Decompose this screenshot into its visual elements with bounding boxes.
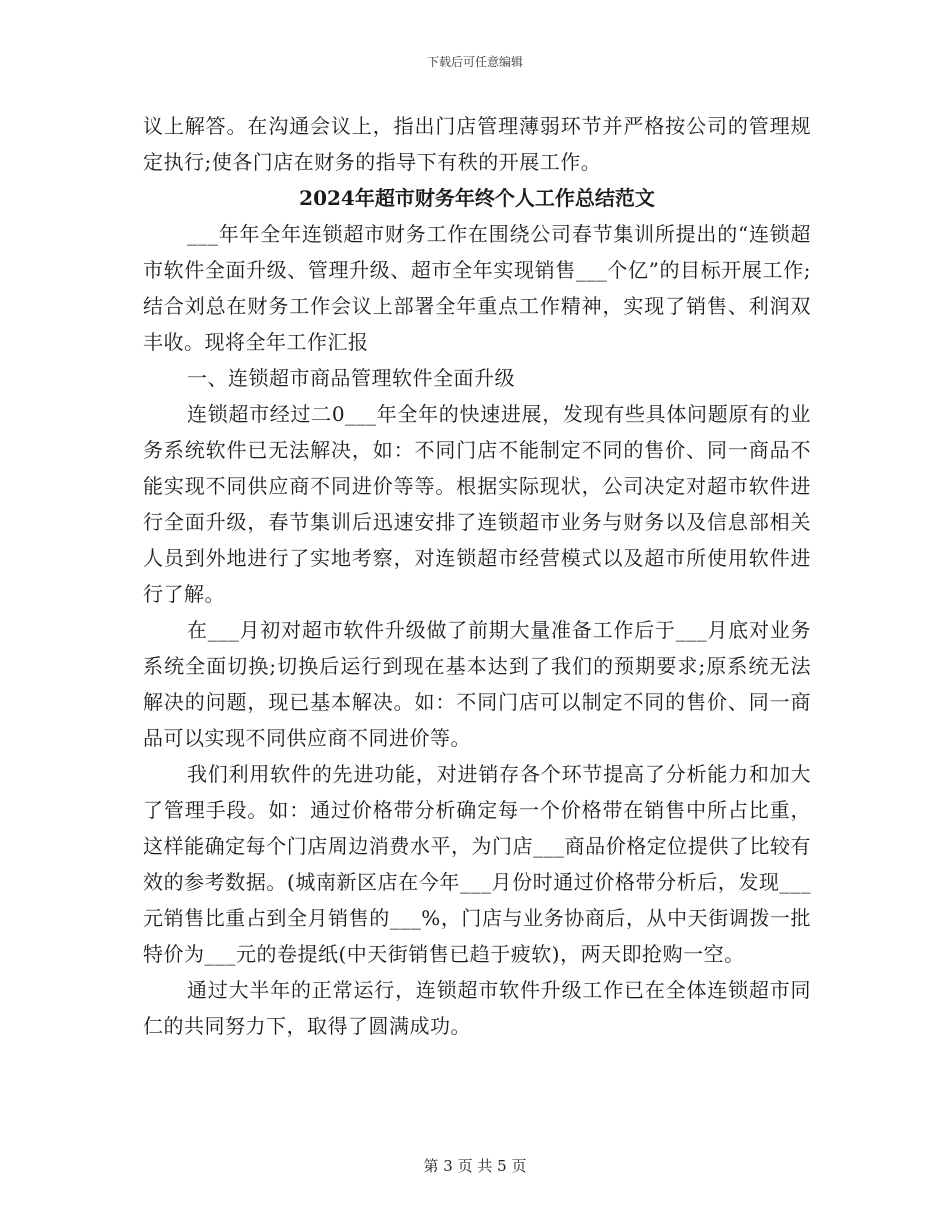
paragraph-price-analysis: 我们利用软件的先进功能，对进销存各个环节提高了分析能力和加大了管理手段。如：通过价格带分析确定每一个价格带在销售中所占比重，这样能确定每个门店周边消费水平，为门店___商品价格定位提供了比较有效的参考数据。(城南新区店在今年___月份时通过价格带分析后，发现___元销售比重占到全月销售的___%，门店与业务协商后，从中天街调拨一批特价为___元的卷提纸(中天街销售已趋于疲软)，两天即抢购一空。 bbox=[143, 762, 811, 966]
paragraph-software-switch: 在___月初对超市软件升级做了前期大量准备工作后于___月底对业务系统全面切换;切换后运行到现在基本达到了我们的预期要求;原系统无法解决的问题，现已基本解决。如：不同门店可以制定不同的售价、同一商品可以实现不同供应商不同进价等。 bbox=[143, 618, 811, 750]
paragraph-conclusion: 通过大半年的正常运行，连锁超市软件升级工作已在全体连锁超市同仁的共同努力下，取得了圆满成功。 bbox=[143, 978, 811, 1038]
document-title: 2024年超市财务年终个人工作总结范文 bbox=[299, 186, 655, 210]
header-note: 下载后可任意编辑 bbox=[426, 55, 523, 69]
page-number: 第 3 页 共 5 页 bbox=[423, 1157, 527, 1175]
paragraph-intro: ___年年全年连锁超市财务工作在围绕公司春节集训所提出的“连锁超市软件全面升级、管理升级、超市全年实现销售___个亿”的目标开展工作;结合刘总在财务工作会议上部署全年重点工作精神，实现了销售、利润双丰收。现将全年工作汇报 bbox=[143, 222, 811, 354]
section-heading: 一、连锁超市商品管理软件全面升级 bbox=[187, 366, 515, 390]
paragraph-software-background: 连锁超市经过二0___年全年的快速进展，发现有些具体问题原有的业务系统软件已无法解决，如：不同门店不能制定不同的售价、同一商品不能实现不同供应商不同进价等等。根据实际现状，公司决定对超市软件进行全面升级，春节集训后迅速安排了连锁超市业务与财务以及信息部相关人员到外地进行了实地考察，对连锁超市经营模式以及超市所使用软件进行了解。 bbox=[143, 402, 811, 606]
paragraph-continuation: 议上解答。在沟通会议上，指出门店管理薄弱环节并严格按公司的管理规定执行;使各门店在财务的指导下有秩的开展工作。 bbox=[143, 114, 811, 174]
document-body bbox=[143, 108, 811, 1044]
